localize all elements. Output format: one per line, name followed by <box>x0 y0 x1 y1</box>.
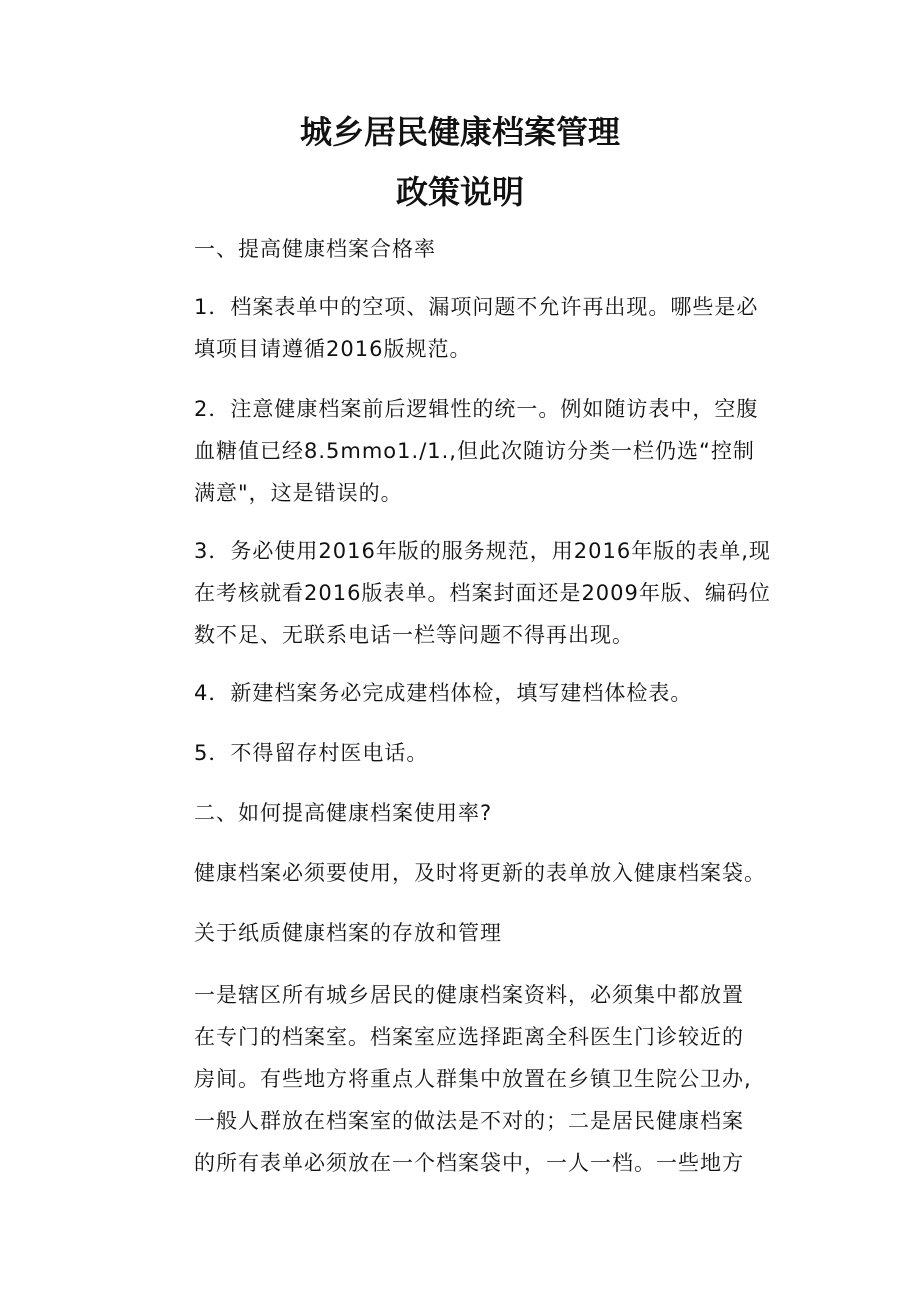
document-title-line2: 政策说明 <box>395 173 524 211</box>
item-3-line-1: 3．务必使用2016年版的服务规范，用2016年版的表单,现 <box>194 539 771 563</box>
storage-line-5: 的所有表单必须放在一个档案袋中，一人一档。一些地方 <box>194 1151 744 1175</box>
section1-heading <box>194 228 794 270</box>
storage-heading-text: 关于纸质健康档案的存放和管理 <box>194 921 502 945</box>
storage-line-4: 一般人群放在档案室的做法是不对的；二是居民健康档案 <box>194 1109 744 1133</box>
storage-heading <box>194 912 794 954</box>
item-3 <box>194 530 794 656</box>
storage-paragraph <box>194 974 794 1184</box>
item-1 <box>194 286 794 370</box>
item-3-line-3: 数不足、无联系电话一栏等问题不得再出现。 <box>194 623 634 647</box>
item-5-text: 5．不得留存村医电话。 <box>194 741 429 765</box>
item-2-line-2: 血糖值已经8.5mmo1./1.,但此次随访分类一栏仍选“控制 <box>194 439 755 463</box>
item-4 <box>194 672 794 714</box>
storage-line-3: 房间。有些地方将重点人群集中放置在乡镇卫生院公卫办, <box>194 1067 752 1091</box>
section2-heading <box>194 792 794 834</box>
document-title-line1: 城乡居民健康档案管理 <box>299 113 620 151</box>
section2-paragraph-text: 健康档案必须要使用，及时将更新的表单放入健康档案袋。 <box>194 861 766 885</box>
storage-line-1: 一是辖区所有城乡居民的健康档案资料，必须集中都放置 <box>194 983 744 1007</box>
item-2-line-1: 2．注意健康档案前后逻辑性的统一。例如随访表中，空腹 <box>194 397 759 421</box>
item-4-text: 4．新建档案务必完成建档体检，填写建档体检表。 <box>194 681 693 705</box>
item-2-line-3: 满意"，这是错误的。 <box>194 481 403 505</box>
item-1-line-1: 1．档案表单中的空项、漏项问题不允许再出现。哪些是必 <box>194 295 759 319</box>
item-5 <box>194 732 794 774</box>
section2-heading-text: 二、如何提高健康档案使用率? <box>194 801 493 825</box>
storage-line-2: 在专门的档案室。档案室应选择距离全科医生门诊较近的 <box>194 1025 744 1049</box>
item-2 <box>194 388 794 514</box>
item-3-line-2: 在考核就看2016版表单。档案封面还是2009年版、编码位 <box>194 581 771 605</box>
section2-paragraph <box>194 852 794 894</box>
section1-heading-text: 一、提高健康档案合格率 <box>194 237 436 261</box>
item-1-line-2: 填项目请遵循2016版规范。 <box>194 337 472 361</box>
